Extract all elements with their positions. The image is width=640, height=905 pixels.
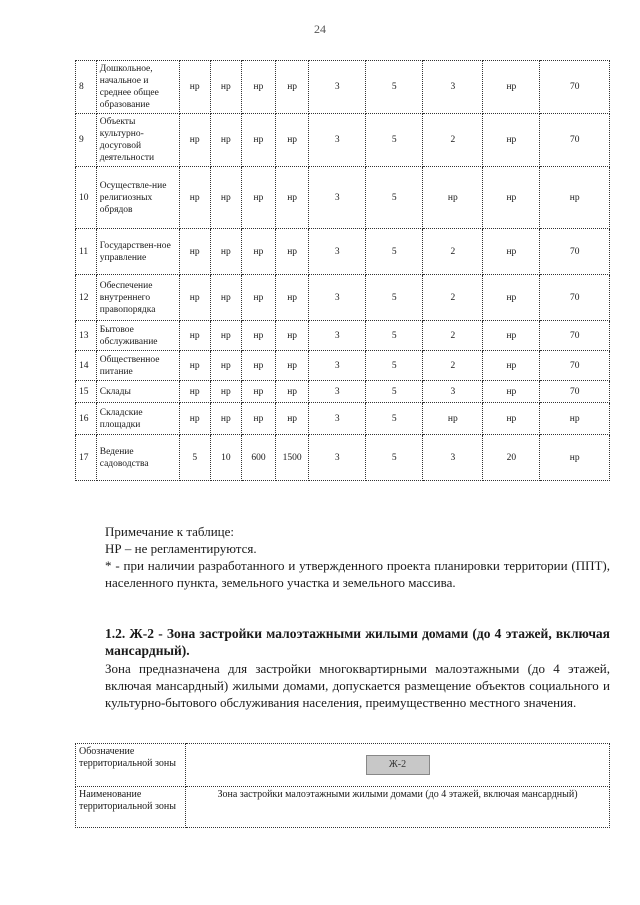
table-cell: нр (276, 167, 309, 229)
table-cell: 2 (423, 351, 483, 381)
table-row (76, 229, 610, 275)
row-number: 13 (76, 321, 97, 351)
table-cell: нр (210, 167, 241, 229)
table-cell: 600 (241, 435, 275, 481)
zone-row-designation (76, 744, 610, 787)
row-number: 9 (76, 114, 97, 167)
land-use-table (75, 60, 610, 481)
table-cell: 70 (540, 351, 610, 381)
notes-nr: НР – не регламентируются. (105, 541, 257, 556)
table-cell: 3 (309, 321, 366, 351)
table-cell: нр (483, 114, 540, 167)
table-cell: 70 (540, 275, 610, 321)
table-cell: нр (276, 381, 309, 403)
table-cell: нр (210, 114, 241, 167)
table-cell: нр (423, 403, 483, 435)
table-cell: нр (483, 229, 540, 275)
table-cell: 5 (366, 435, 423, 481)
row-number: 8 (76, 61, 97, 114)
table-cell: 3 (309, 229, 366, 275)
table-cell: 5 (366, 167, 423, 229)
table-cell: нр (483, 275, 540, 321)
table-cell: нр (483, 167, 540, 229)
row-name: Дошкольное, начальное и среднее общее образование (96, 61, 179, 114)
row-name: Общественное питание (96, 351, 179, 381)
table-cell: нр (179, 275, 210, 321)
table-cell: нр (210, 351, 241, 381)
table-cell: нр (179, 114, 210, 167)
table-cell: нр (210, 381, 241, 403)
zone-designation-label: Обозначение территориальной зоны (76, 744, 186, 787)
zone-badge: Ж-2 (366, 755, 430, 775)
table-cell: 3 (309, 351, 366, 381)
table-cell: нр (483, 61, 540, 114)
table-cell: 2 (423, 321, 483, 351)
table-cell: 70 (540, 61, 610, 114)
notes-star: * - при наличии разработанного и утвержденного проекта планировки территории (ППТ), населенного пункта, земельного участка и земельного массива. (105, 558, 610, 590)
row-name: Обеспечение внутреннего правопорядка (96, 275, 179, 321)
table-cell: нр (179, 167, 210, 229)
table-cell: 5 (366, 381, 423, 403)
zone-name-value: Зона застройки малоэтажными жилыми домами (до 4 этажей, включая мансардный) (186, 787, 610, 828)
table-cell: нр (241, 275, 275, 321)
table-cell: 3 (423, 435, 483, 481)
table-cell: нр (483, 403, 540, 435)
table-cell: 5 (366, 229, 423, 275)
zone-table (75, 743, 610, 828)
table-row (76, 381, 610, 403)
table-cell: 3 (309, 114, 366, 167)
table-cell: нр (210, 403, 241, 435)
table-cell: 20 (483, 435, 540, 481)
table-cell: 3 (423, 381, 483, 403)
row-number: 16 (76, 403, 97, 435)
table-cell: нр (241, 61, 275, 114)
table-cell: 3 (309, 167, 366, 229)
table-cell: 2 (423, 114, 483, 167)
table-cell: 3 (309, 61, 366, 114)
table-cell: нр (276, 229, 309, 275)
table-cell: нр (179, 381, 210, 403)
table-cell: 5 (366, 321, 423, 351)
table-cell: нр (179, 321, 210, 351)
table-cell: нр (276, 321, 309, 351)
table-row (76, 403, 610, 435)
table-row (76, 275, 610, 321)
table-row (76, 114, 610, 167)
table-cell: 70 (540, 229, 610, 275)
table-cell: 5 (366, 114, 423, 167)
table-cell: нр (210, 275, 241, 321)
table-cell: нр (241, 321, 275, 351)
table-cell: нр (179, 403, 210, 435)
table-cell: нр (241, 229, 275, 275)
row-name: Осуществле-ние религиозных обрядов (96, 167, 179, 229)
section-description: Зона предназначена для застройки многоквартирными малоэтажными (до 4 этажей, включая мансардный) жилыми домами, допускается размещение объектов социального и культурно-бытового обслуживания населения, преимущественно местного значения. (105, 661, 610, 710)
table-cell: 1500 (276, 435, 309, 481)
table-cell: нр (179, 351, 210, 381)
row-number: 14 (76, 351, 97, 381)
table-cell: 5 (366, 61, 423, 114)
table-cell: нр (276, 275, 309, 321)
table-cell: нр (241, 381, 275, 403)
table-row (76, 167, 610, 229)
table-cell: нр (540, 167, 610, 229)
table-cell: нр (241, 114, 275, 167)
table-cell: нр (276, 351, 309, 381)
row-name: Склады (96, 381, 179, 403)
table-cell: нр (276, 403, 309, 435)
table-notes (75, 523, 610, 591)
table-cell: 5 (366, 275, 423, 321)
row-name: Бытовое обслуживание (96, 321, 179, 351)
table-cell: нр (210, 321, 241, 351)
table-cell: нр (241, 403, 275, 435)
section-heading: 1.2. Ж-2 - Зона застройки малоэтажными жилыми домами (до 4 этажей, включая мансардный). (105, 626, 610, 658)
table-cell: 5 (179, 435, 210, 481)
table-cell: нр (276, 114, 309, 167)
row-name: Объекты культурно-досуговой деятельности (96, 114, 179, 167)
table-row (76, 61, 610, 114)
table-cell: нр (241, 351, 275, 381)
table-cell: 5 (366, 403, 423, 435)
table-cell: нр (210, 229, 241, 275)
table-cell: 70 (540, 114, 610, 167)
table-cell: 2 (423, 229, 483, 275)
page-number: 24 (314, 22, 326, 36)
zone-name-label: Наименование территориальной зоны (76, 787, 186, 828)
table-cell: 70 (540, 381, 610, 403)
notes-title: Примечание к таблице: (105, 524, 235, 539)
table-cell: нр (423, 167, 483, 229)
table-cell: нр (179, 229, 210, 275)
row-name: Государствен-ное управление (96, 229, 179, 275)
table-cell: нр (483, 351, 540, 381)
row-number: 10 (76, 167, 97, 229)
table-cell: 5 (366, 351, 423, 381)
table-cell: 70 (540, 321, 610, 351)
table-cell: 3 (309, 275, 366, 321)
table-cell: нр (540, 403, 610, 435)
zone-row-name (76, 787, 610, 828)
table-cell: 2 (423, 275, 483, 321)
table-cell: нр (483, 321, 540, 351)
table-cell: 10 (210, 435, 241, 481)
table-cell: нр (241, 167, 275, 229)
table-row (76, 321, 610, 351)
row-number: 17 (76, 435, 97, 481)
table-cell: 3 (309, 381, 366, 403)
row-number: 15 (76, 381, 97, 403)
table-cell: 3 (309, 403, 366, 435)
row-number: 11 (76, 229, 97, 275)
table-row (76, 351, 610, 381)
table-cell: нр (210, 61, 241, 114)
row-number: 12 (76, 275, 97, 321)
table-cell: нр (179, 61, 210, 114)
row-name: Ведение садоводства (96, 435, 179, 481)
table-cell: нр (276, 61, 309, 114)
table-cell: нр (540, 435, 610, 481)
row-name: Складские площадки (96, 403, 179, 435)
table-row (76, 435, 610, 481)
table-cell: нр (483, 381, 540, 403)
table-cell: 3 (423, 61, 483, 114)
table-cell: 3 (309, 435, 366, 481)
